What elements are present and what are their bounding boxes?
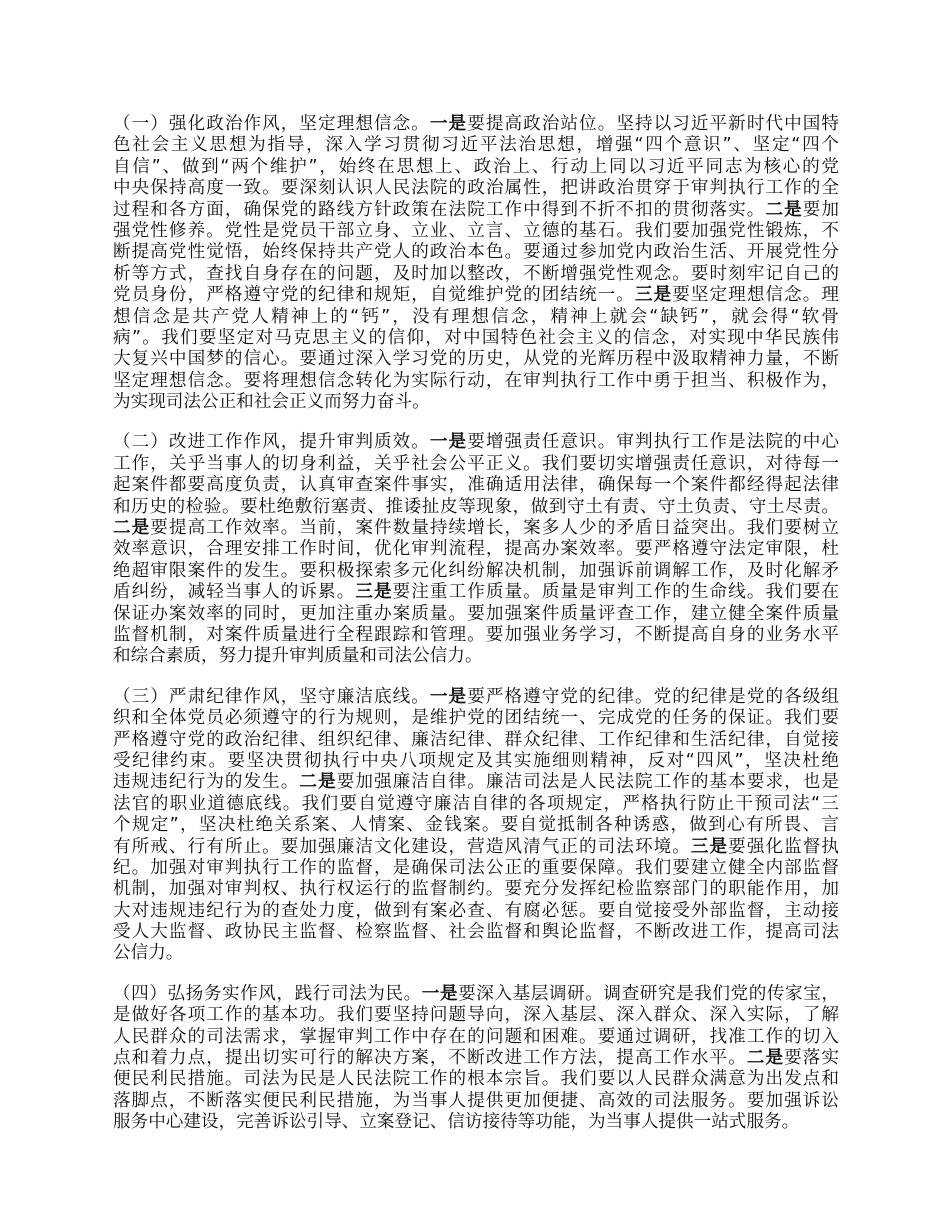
text-line (113, 730, 839, 751)
text-line (113, 625, 839, 646)
bold-keyword: 二是 (113, 518, 151, 539)
text-line (113, 475, 839, 496)
text-segment: 有所戒、行有所止。要加强廉洁文化建设，营造风清气正的司法环境。 (113, 836, 691, 857)
text-line (113, 1112, 839, 1133)
text-line (113, 178, 839, 199)
bold-keyword: 一是 (429, 432, 468, 453)
text-line (113, 432, 839, 453)
text-segment: 坚定理想信念。要将理想信念转化为实际行动，在审判执行工作中勇于担当、积极作为， (113, 370, 839, 391)
text-segment: 过程和各方面，确保党的路线方针政策在法院工作中得到不折不扣的贯彻落实。 (113, 199, 766, 220)
bold-keyword: 一是 (429, 114, 468, 134)
text-line (113, 561, 839, 582)
text-line (113, 221, 839, 242)
text-line (113, 518, 839, 539)
text-segment: 要深入基层调研。调查研究是我们党的传家宝， (458, 983, 839, 1004)
text-segment: （二）改进工作作风，提升审判质效。 (113, 432, 430, 453)
text-line (113, 349, 839, 370)
document-body (113, 114, 839, 1153)
text-segment: 病”。我们要坚定对马克思主义的信仰，对中国特色社会主义的信念，对实现中华民族伟 (113, 327, 839, 348)
paragraph (113, 687, 839, 965)
bold-keyword: 三是 (690, 836, 729, 857)
text-segment: 工作，关乎当事人的切身利益，关乎社会公平正义。我们要切实增强责任意识，对待每一 (113, 453, 839, 474)
text-segment: 要坚定理想信念。理 (672, 285, 839, 306)
text-segment: 机制，加强对审判权、执行权运行的监督制约。要充分发挥纪检监察部门的职能作用，加 (113, 879, 839, 900)
text-segment: 效率意识，合理安排工作时间，优化审判流程，提高办案效率。要严格遵守法定审限，杜 (113, 539, 839, 560)
text-line (113, 371, 839, 392)
text-segment: 监督机制，对案件质量进行全程跟踪和管理。要加强业务学习，不断提高自身的业务水平 (113, 624, 839, 645)
text-line (113, 328, 839, 349)
text-segment: 绝超审限案件的发生。要积极探索多元化纠纷解决机制，加强诉前调解工作，及时化解矛 (113, 560, 839, 581)
text-segment: 要加 (802, 199, 839, 220)
bold-keyword: 二是 (765, 199, 803, 220)
text-line (113, 858, 839, 879)
text-segment: 违规违纪行为的发生。 (113, 772, 300, 793)
text-line (113, 751, 839, 772)
text-line (113, 708, 839, 729)
text-line (113, 454, 839, 475)
text-line (113, 307, 839, 328)
text-segment: 和历史的检验。要杜绝敷衍塞责、推诿扯皮等现象，做到守土有责、守土负责、守土尽责。 (113, 496, 839, 517)
text-line (113, 837, 839, 858)
text-segment: 纪。加强对审判执行工作的监督，是确保司法公正的重要保障。我们要建立健全内部监督 (113, 857, 839, 878)
bold-keyword: 一是 (429, 686, 468, 707)
text-line (113, 879, 839, 900)
text-segment: 中央保持高度一致。要深刻认识人民法院的政治属性，把讲政治贯穿于审判执行工作的全 (113, 178, 839, 199)
text-line (113, 943, 839, 964)
text-line (113, 772, 839, 793)
text-segment: 织和全体党员必须遵守的行为规则，是维护党的团结统一、完成党的任务的保证。我们要 (113, 708, 839, 729)
paragraph (113, 432, 839, 667)
text-line (113, 264, 839, 285)
text-segment: （三）严肃纪律作风，坚守廉洁底线。 (113, 686, 430, 707)
text-line (113, 1091, 839, 1112)
text-line (113, 984, 839, 1005)
text-segment: 人民群众的司法需求，掌握审判工作中存在的问题和困难。要通过调研，找准工作的切入 (113, 1026, 839, 1047)
text-line (113, 242, 839, 263)
text-segment: 严格遵守党的政治纪律、组织纪律、廉洁纪律、群众纪律、工作纪律和生活纪律，自觉接 (113, 729, 839, 750)
text-segment: 便民利民措施。司法为民是人民法院工作的根本宗旨。我们要以人民群众满意为出发点和 (113, 1069, 839, 1090)
text-line (113, 135, 839, 156)
text-line (113, 604, 839, 625)
text-segment: 大复兴中国梦的信心。要通过深入学习党的历史，从党的光辉历程中汲取精神力量，不断 (113, 349, 839, 370)
text-line (113, 646, 839, 667)
text-segment: 和综合素质，努力提升审判质量和司法公信力。 (113, 646, 483, 667)
text-segment: 要严格遵守党的纪律。党的纪律是党的各级组 (467, 686, 839, 707)
text-segment: 要提高政治站位。坚持以习近平新时代中国特 (467, 114, 839, 134)
text-line (113, 582, 839, 603)
text-segment: 自信”、做到“两个维护”，始终在思想上、政治上、行动上同以习近平同志为核心的党 (113, 156, 839, 177)
text-segment: 公信力。 (113, 943, 184, 964)
text-line (113, 114, 839, 135)
text-segment: 要强化监督执 (728, 836, 839, 857)
text-line (113, 794, 839, 815)
text-segment: （四）弘扬务实作风，践行司法为民。 (113, 983, 422, 1004)
text-segment: 落脚点，不断落实便民利民措施，为当事人提供更加便捷、高效的司法服务。要加强诉讼 (113, 1090, 839, 1111)
text-line (113, 815, 839, 836)
text-segment: 党员身份，严格遵守党的纪律和规矩，自觉维护党的团结统一。 (113, 285, 635, 306)
text-line (113, 1048, 839, 1069)
text-segment: 要提高工作效率。当前，案件数量持续增长，案多人少的矛盾日益突出。我们要树立 (150, 518, 839, 539)
text-segment: 起案件都要高度负责，认真审查案件事实，准确适用法律，确保每一个案件都经得起法律 (113, 475, 839, 496)
bold-keyword: 一是 (421, 983, 459, 1004)
bold-keyword: 二是 (299, 772, 337, 793)
text-segment: 是做好各项工作的基本功。我们要坚持问题导向，深入基层、深入群众、深入实际，了解 (113, 1005, 839, 1026)
text-line (113, 1005, 839, 1026)
text-segment: 要增强责任意识。审判执行工作是法院的中心 (467, 432, 839, 453)
text-segment: 盾纠纷，减轻当事人的诉累。 (113, 582, 356, 603)
text-segment: （一）强化政治作风，坚定理想信念。 (113, 114, 430, 134)
text-segment: 要落实 (784, 1048, 839, 1069)
text-line (113, 1069, 839, 1090)
text-line (113, 392, 839, 413)
text-segment: 大对违规违纪行为的查处力度，做到有案必查、有腐必惩。要自觉接受外部监督，主动接 (113, 900, 839, 921)
text-segment: 要加强廉洁自律。廉洁司法是人民法院工作的基本要求，也是 (336, 772, 839, 793)
text-segment: 断提高党性觉悟，始终保持共产党人的政治本色。要通过参加党内政治生活、开展党性分 (113, 242, 839, 263)
paragraph (113, 984, 839, 1134)
bold-keyword: 二是 (746, 1048, 785, 1069)
text-segment: 服务中心建设，完善诉讼引导、立案登记、信访接待等功能，为当事人提供一站式服务。 (113, 1112, 800, 1133)
text-segment: 析等方式，查找自身存在的问题，及时加以整改，不断增强党性观念。要时刻牢记自己的 (113, 263, 839, 284)
text-line (113, 922, 839, 943)
text-segment: 个规定”，坚决杜绝关系案、人情案、金钱案。要自觉抵制各种诱惑，做到心有所畏、言 (113, 815, 839, 836)
text-line (113, 539, 839, 560)
text-line (113, 157, 839, 178)
text-segment: 想信念是共产党人精神上的“钙”，没有理想信念，精神上就会“缺钙”，就会得“软骨 (113, 306, 839, 327)
text-segment: 要注重工作质量。质量是审判工作的生命线。我们要在 (392, 582, 839, 603)
bold-keyword: 三是 (355, 582, 393, 603)
text-line (113, 1027, 839, 1048)
text-segment: 受纪律约束。要坚决贯彻执行中央八项规定及其实施细则精神，反对“四风”，坚决杜绝 (113, 750, 839, 771)
text-segment: 为实现司法公正和社会正义而努力奋斗。 (113, 392, 430, 413)
text-segment: 保证办案效率的同时，更加注重办案质量。要加强案件质量评查工作，建立健全案件质量 (113, 603, 839, 624)
text-line (113, 497, 839, 518)
text-segment: 受人大监督、政协民主监督、检察监督、社会监督和舆论监督，不断改进工作，提高司法 (113, 922, 839, 943)
text-segment: 点和着力点，提出切实可行的解决方案，不断改进工作方法，提高工作水平。 (113, 1048, 747, 1069)
text-segment: 色社会主义思想为指导，深入学习贯彻习近平法治思想，增强“四个意识”、坚定“四个 (113, 135, 839, 156)
text-line (113, 687, 839, 708)
text-segment: 强党性修养。党性是党员干部立身、立业、立言、立德的基石。我们要加强党性锻炼，不 (113, 220, 839, 241)
text-line (113, 285, 839, 306)
bold-keyword: 三是 (634, 285, 673, 306)
paragraph (113, 114, 839, 413)
text-line (113, 200, 839, 221)
text-segment: 法官的职业道德底线。我们要自觉遵守廉洁自律的各项规定，严格执行防止干预司法“三 (113, 793, 839, 814)
text-line (113, 901, 839, 922)
